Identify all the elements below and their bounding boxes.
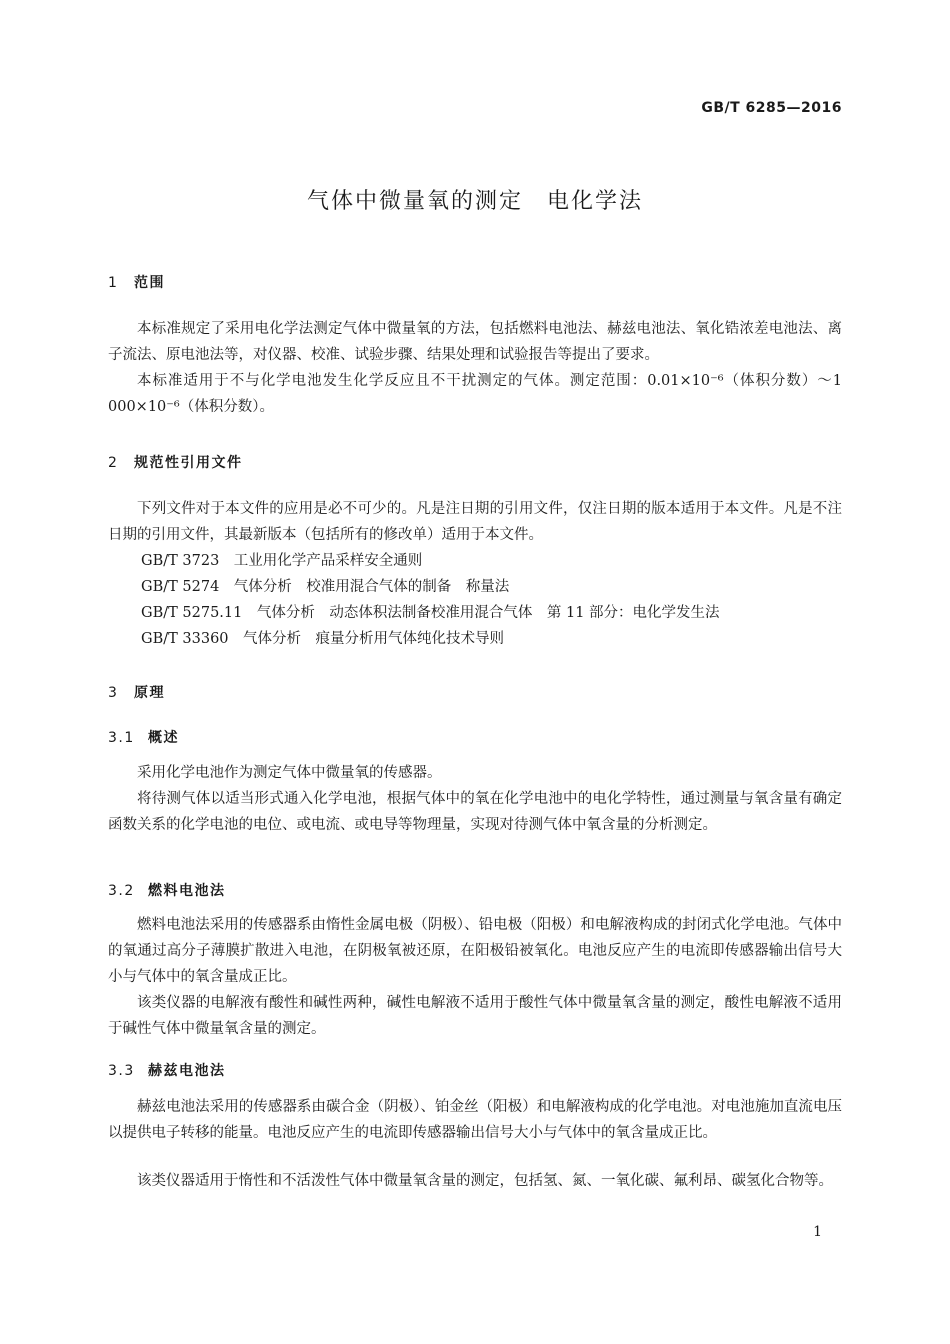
- paragraph: 该类仪器适用于惰性和不活泼性气体中微量氧含量的测定，包括氢、氮、一氧化碳、氟利昂、碳氢化合物等。: [137, 1173, 833, 1189]
- document-title: 气体中微量氧的测定 电化学法: [306, 189, 643, 214]
- section-2-heading: [108, 452, 243, 472]
- paragraph: 燃料电池法采用的传感器系由惰性金属电极（阴极）、铅电极（阳极）和电解液构成的封闭式化学电池。气体中的氧通过高分子薄膜扩散进入电池，在阴极氧被还原，在阳极铅被氧化。电池反应产生的电流即传感器输出信号大小与气体中的氧含量成正比。: [108, 917, 842, 985]
- paragraph: 将待测气体以适当形式通入化学电池，根据气体中的氧在化学电池中的电化学特性，通过测量与氧含量有确定函数关系的化学电池的电位、或电流、或电导等物理量，实现对待测气体中氧含量的分析测定。: [108, 791, 842, 833]
- reference-item: GB/T 33360 气体分析 痕量分析用气体纯化技术导则: [141, 631, 505, 647]
- section-title: 规范性引用文件: [134, 455, 243, 471]
- section-title: 赫兹电池法: [148, 1063, 226, 1079]
- section-3-heading: [108, 682, 165, 702]
- section-number: 3: [108, 685, 119, 701]
- section-3-2-heading: [108, 880, 226, 900]
- section-number: 3.2: [108, 883, 135, 899]
- paragraph: 下列文件对于本文件的应用是必不可少的。凡是注日期的引用文件，仅注日期的版本适用于本文件。凡是不注日期的引用文件，其最新版本（包括所有的修改单）适用于本文件。: [108, 501, 842, 543]
- paragraph: 本标准适用于不与化学电池发生化学反应且不干扰测定的气体。测定范围：0.01×10⁻⁶（体积分数）～1 000×10⁻⁶（体积分数）。: [108, 373, 842, 415]
- section-1-heading: [108, 272, 165, 292]
- page-number: 1: [813, 1224, 822, 1240]
- section-number: 1: [108, 275, 119, 291]
- reference-item: GB/T 5274 气体分析 校准用混合气体的制备 称量法: [141, 579, 510, 595]
- section-3-3-heading: [108, 1060, 226, 1080]
- section-title: 原理: [134, 685, 165, 701]
- section-3-1-heading: [108, 727, 179, 747]
- paragraph: 该类仪器的电解液有酸性和碱性两种，碱性电解液不适用于酸性气体中微量氧含量的测定，酸性电解液不适用于碱性气体中微量氧含量的测定。: [108, 995, 842, 1037]
- section-title: 概述: [148, 730, 179, 746]
- reference-item: GB/T 3723 工业用化学产品采样安全通则: [141, 553, 423, 569]
- section-title: 范围: [134, 275, 165, 291]
- section-number: 3.3: [108, 1063, 135, 1079]
- section-number: 2: [108, 455, 119, 471]
- paragraph: 采用化学电池作为测定气体中微量氧的传感器。: [137, 765, 442, 781]
- standard-code: GB/T 6285—2016: [701, 100, 842, 116]
- paragraph: 赫兹电池法采用的传感器系由碳合金（阴极）、铂金丝（阳极）和电解液构成的化学电池。对电池施加直流电压以提供电子转移的能量。电池反应产生的电流即传感器输出信号大小与气体中的氧含量成正比。: [108, 1099, 842, 1141]
- section-number: 3.1: [108, 730, 135, 746]
- reference-item: GB/T 5275.11 气体分析 动态体积法制备校准用混合气体 第 11 部分：电化学发生法: [141, 605, 720, 621]
- section-title: 燃料电池法: [148, 883, 226, 899]
- paragraph: 本标准规定了采用电化学法测定气体中微量氧的方法，包括燃料电池法、赫兹电池法、氧化锆浓差电池法、离子流法、原电池法等，对仪器、校准、试验步骤、结果处理和试验报告等提出了要求。: [108, 321, 842, 363]
